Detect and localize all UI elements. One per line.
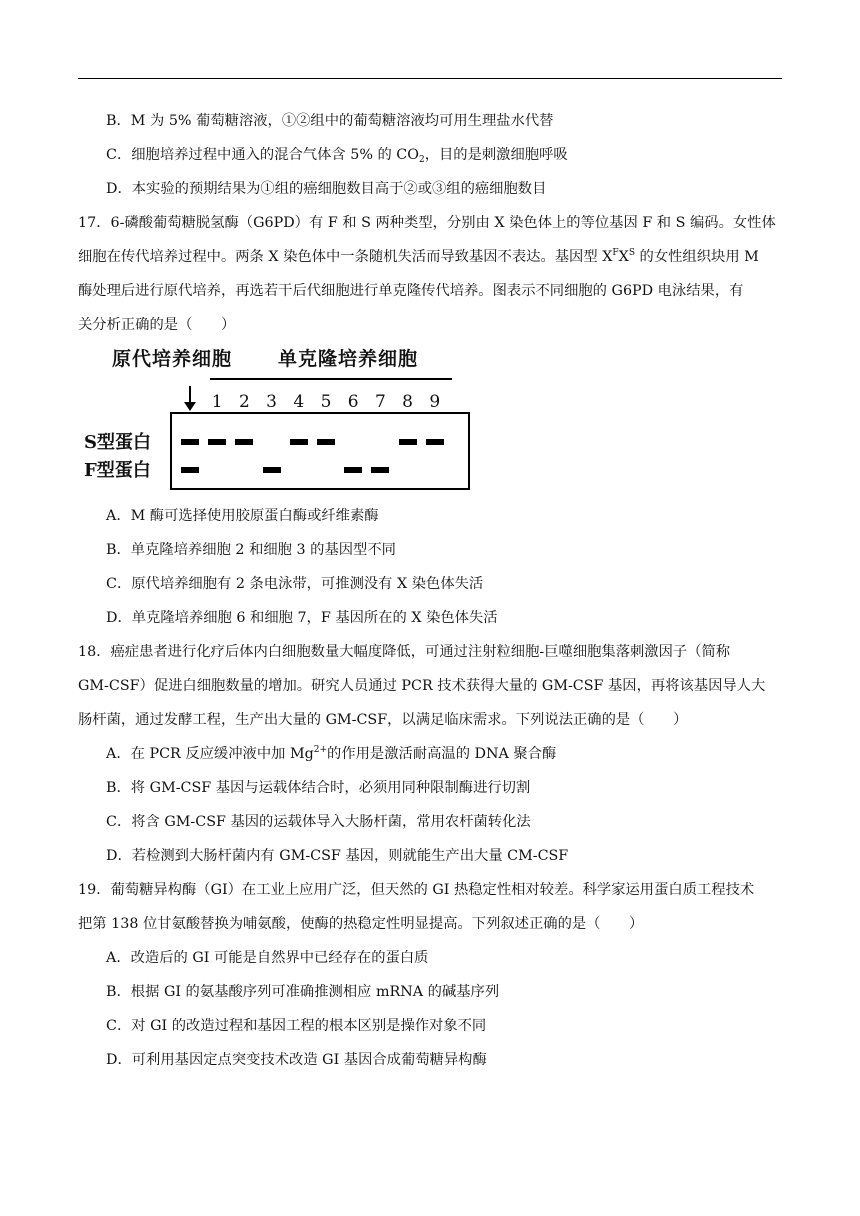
gel-box bbox=[170, 412, 470, 490]
down-arrow-head-icon bbox=[184, 402, 196, 411]
electrophoresis-figure bbox=[80, 340, 480, 500]
s-band-lane-5 bbox=[317, 439, 335, 445]
q17-stem-line4: 关分析正确的是（ ） bbox=[78, 317, 236, 333]
q18-stem-line1: 18．癌症患者进行化疗后体内白细胞数量大幅度降低，可通过注射粒细胞-巨噬细胞集落刺激因子（简称 bbox=[78, 644, 731, 660]
f-band-lane-0 bbox=[181, 467, 199, 473]
q18-option-c: C．将含 GM-CSF 基因的运载体导入大肠杆菌，常用农杆菌转化法 bbox=[106, 814, 531, 830]
f-band-lane-6 bbox=[344, 467, 362, 473]
q16-option-c: C．细胞培养过程中通入的混合气体含 5% 的 $CO_2$，目的是刺激细胞呼吸 bbox=[106, 147, 568, 165]
q18-option-a: A．在 PCR 反应缓冲液中加 $Mg^{2+}$的作用是激活耐高温的 DNA 聚合酶 bbox=[106, 745, 557, 762]
f-band-lane-3 bbox=[263, 467, 281, 473]
q18-stem-line3: 肠杆菌，通过发酵工程，生产出大量的 GM-CSF，以满足临床需求。下列说法正确的是（ ） bbox=[78, 712, 688, 728]
s-band-lane-2 bbox=[235, 439, 253, 445]
q17-option-d: D．单克隆培养细胞 6 和细胞 7，F 基因所在的 X 染色体失活 bbox=[106, 610, 498, 626]
q17-stem-line3: 酶处理后进行原代培养，再选若干后代细胞进行单克隆传代培养。图表示不同细胞的 G6PD 电泳结果，有 bbox=[78, 283, 744, 299]
q19-option-d: D．可利用基因定点突变技术改造 GI 基因合成葡萄糖异构酶 bbox=[106, 1052, 487, 1068]
q19-option-c: C．对 GI 的改造过程和基因工程的根本区别是操作对象不同 bbox=[106, 1018, 487, 1034]
figure-title-primary: 原代培养细胞 bbox=[112, 348, 233, 370]
q19-stem-line1: 19．葡萄糖异构酶（GI）在工业上应用广泛，但天然的 GI 热稳定性相对较差。科学家运用蛋白质工程技术 bbox=[78, 882, 755, 898]
q19-option-a: A．改造后的 GI 可能是自然界中已经存在的蛋白质 bbox=[106, 950, 429, 966]
q17-stem-line2: 细胞在传代培养过程中。两条 X 染色体中一条随机失活而导致基因不表达。基因型 $X^FX^S$ 的女性组织块用 M bbox=[78, 248, 759, 265]
lane-number-1: 1 bbox=[211, 392, 223, 412]
lane-number-7: 7 bbox=[374, 392, 386, 412]
s-band-lane-8 bbox=[399, 439, 417, 445]
q16-option-d: D．本实验的预期结果为①组的癌细胞数目高于②或③组的癌细胞数目 bbox=[106, 181, 547, 197]
lane-number-3: 3 bbox=[266, 392, 277, 412]
lane-number-9: 9 bbox=[429, 392, 441, 412]
q19-stem-line2: 把第 138 位甘氨酸替换为哺氨酸，使酶的热稳定性明显提高。下列叙述正确的是（ ） bbox=[78, 916, 644, 932]
q18-stem-line2: GM-CSF）促进白细胞数量的增加。研究人员通过 PCR 技术获得大量的 GM-CSF 基因，再将该基因导人大 bbox=[78, 678, 766, 694]
lane-number-6: 6 bbox=[347, 392, 359, 412]
figure-title-clone: 单克隆培养细胞 bbox=[278, 348, 419, 370]
row-label-f: F型蛋白 bbox=[84, 460, 151, 481]
s-band-lane-1 bbox=[208, 439, 226, 445]
s-band-lane-9 bbox=[426, 439, 444, 445]
q19-option-b: B．根据 GI 的氨基酸序列可准确推测相应 mRNA 的碱基序列 bbox=[106, 984, 500, 1000]
s-band-lane-0 bbox=[181, 439, 199, 445]
q17-option-c: C．原代培养细胞有 2 条电泳带，可推测没有 X 染色体失活 bbox=[106, 576, 484, 592]
header-rule bbox=[78, 78, 782, 79]
q17-stem-line1: 17．6-磷酸葡萄糖脱氢酶（G6PD）有 F 和 S 两种类型，分别由 X 染色体上的等位基因 F 和 S 编码。女性体 bbox=[78, 215, 776, 231]
q17-option-a: A．M 酶可选择使用胶原蛋白酶或纤维素酶 bbox=[106, 508, 379, 524]
q18-option-d: D．若检测到大肠杆菌内有 GM-CSF 基因，则就能生产出大量 CM-CSF bbox=[106, 848, 569, 864]
lane-number-2: 2 bbox=[238, 392, 250, 412]
q17-option-b: B．单克隆培养细胞 2 和细胞 3 的基因型不同 bbox=[106, 542, 396, 558]
q16-option-b: B．M 为 5% 葡萄糖溶液，①②组中的葡萄糖溶液均可用生理盐水代替 bbox=[106, 113, 554, 129]
s-band-lane-4 bbox=[290, 439, 308, 445]
q18-option-b: B．将 GM-CSF 基因与运载体结合时，必须用同种限制酶进行切割 bbox=[106, 780, 531, 796]
lane-number-4: 4 bbox=[293, 392, 305, 412]
f-band-lane-7 bbox=[371, 467, 389, 473]
lane-number-8: 8 bbox=[402, 392, 413, 412]
lane-number-5: 5 bbox=[320, 392, 332, 412]
row-label-s: S型蛋白 bbox=[84, 432, 151, 453]
clone-bracket-line bbox=[210, 378, 452, 380]
